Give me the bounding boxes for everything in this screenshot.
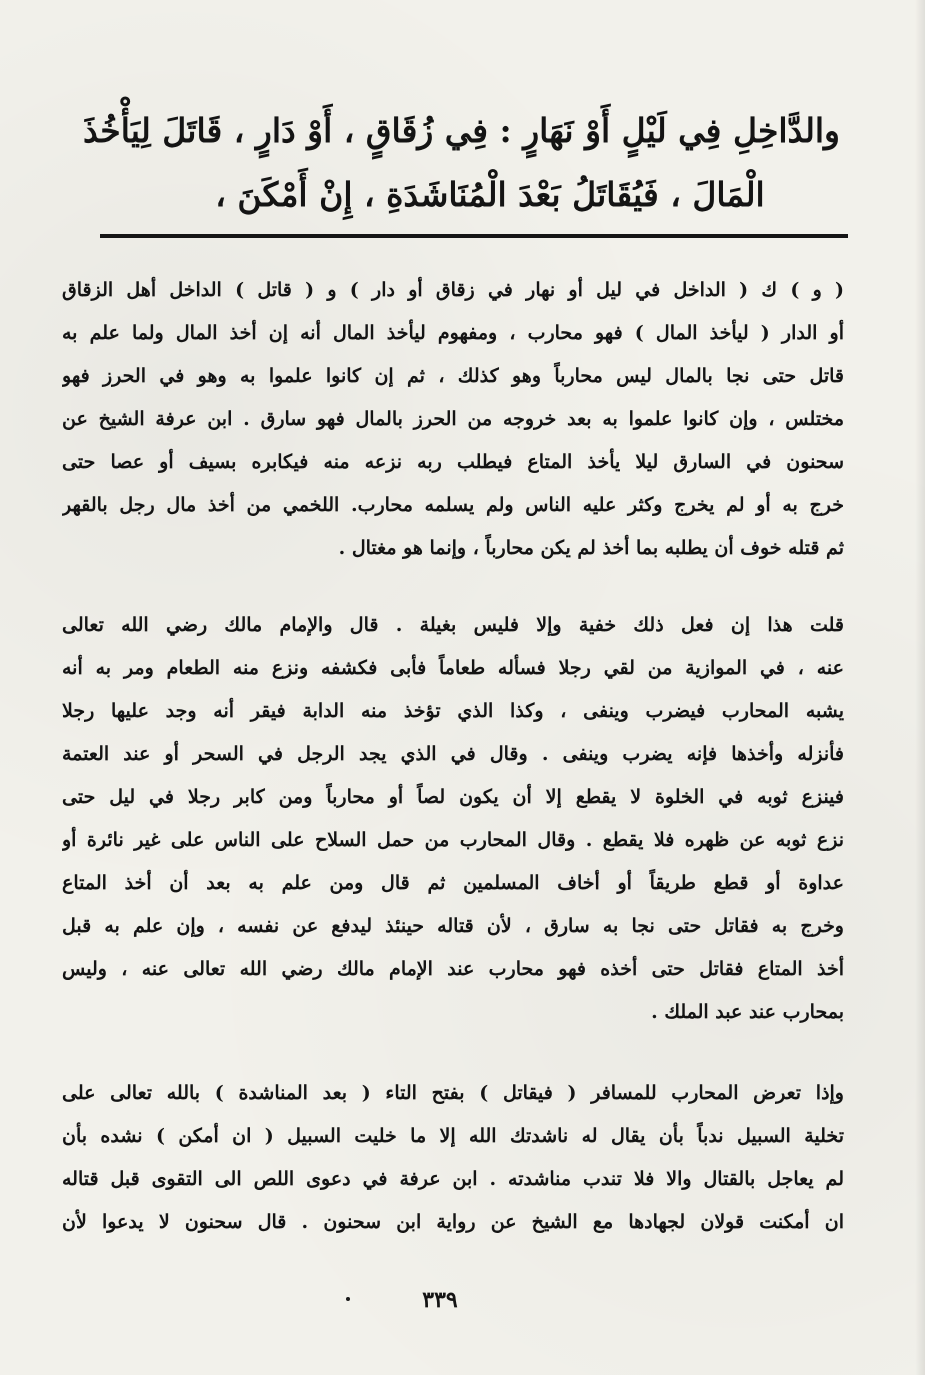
divider-rule: [100, 234, 848, 238]
text-line: أخذ المتاع فقاتل حتى أخذه فهو محارب عند الإمام مالك رضي الله تعالى عنه ، وليس: [62, 958, 844, 980]
text-line: فينزع ثوبه في الخلوة لا يقطع إلا أن يكون لصاً أو محارباً ومن كابر رجلا في ليل حتى: [62, 786, 844, 808]
text-line: عنه ، في الموازية من لقي رجلا فسأله طعاماً فأبى فكشفه ونزع منه الطعام ومر به أنه: [62, 657, 844, 679]
text-line: ( و ) ك ( الداخل في ليل أو نهار في زقاق أو دار ) و ( قاتل ) الداخل أهل الزقاق: [62, 279, 844, 301]
text-line: عداوة أو قطع طريقاً أو أخاف المسلمين ثم قال ومن علم به بعد أن أخذ المتاع: [62, 872, 844, 894]
text-line: نزع ثوبه عن ظهره فلا يقطع . وقال المحارب من حمل السلاح على الناس على غير نائرة أو: [62, 829, 844, 851]
text-line: ثم قتله خوف أن يطلبه بما أخذ لم يكن محارباً ، وإنما هو مغتال .: [338, 537, 844, 559]
text-line: قلت هذا إن فعل ذلك خفية وإلا فليس بغيلة . قال والإمام مالك رضي الله تعالى: [62, 614, 844, 636]
page-dot-mark: [346, 1297, 350, 1301]
text-line: لم يعاجل بالقتال والا فلا تندب مناشدته . ابن عرفة في دعوى اللص الى التقوى قبل قتاله: [62, 1168, 844, 1190]
text-line: تخلية السبيل ندباً بأن يقال له ناشدتك الله إلا ما خليت السبيل ( ان أمكن ) نشده بأن: [62, 1125, 844, 1147]
matn-line-1: والدَّاخِلِ فِي لَيْلٍ أَوْ نَهَارٍ : فِي زُقَاقٍ ، أَوْ دَارٍ ، قَاتَلَ لِيَأْخُذَ: [82, 111, 840, 150]
text-line: مختلس ، وإن كانوا علموا به بعد خروجه من الحرز بالمال فهو سارق . ابن عرفة الشيخ عن: [62, 408, 844, 430]
text-line: وخرج به فقاتل حتى نجا به سارق ، لأن قتاله حينئذ ليدفع عن نفسه ، وإن علم به قبل: [62, 915, 844, 937]
page-edge-shadow: [915, 0, 925, 1375]
page-number: ٣٣٩: [422, 1287, 458, 1313]
text-line: سحنون في السارق ليلا يأخذ المتاع فيطلب ربه نزعه منه فيكابره بسيف أو عصا حتى: [62, 451, 844, 473]
commentary-paragraph-2: [62, 604, 844, 1034]
text-line: ان أمكنت قولان لجهادها مع الشيخ عن رواية ابن سحنون . قال سحنون لا يدعوا لأن: [62, 1211, 844, 1233]
text-line: خرج به أو لم يخرج وكثر عليه الناس ولم يسلمه محارب. اللخمي من أخذ مال رجل بالقهر: [62, 494, 844, 516]
commentary-paragraph-1: [62, 269, 844, 570]
text-line: بمحارب عند عبد الملك .: [651, 1001, 844, 1023]
commentary-paragraph-3: [62, 1072, 844, 1244]
text-line: فأنزله وأخذها فإنه يضرب وينفى . وقال في الذي يجد الرجل في السحر أو عند العتمة: [62, 743, 844, 765]
text-line: قاتل حتى نجا بالمال ليس محارباً وهو كذلك ، ثم إن كانوا علموا به وهو في الحرز فهو: [62, 365, 844, 387]
matn-line-2: الْمَالَ ، فَيُقَاتَلُ بَعْدَ الْمُنَاشَدَةِ ، إِنْ أَمْكَنَ ،: [215, 175, 765, 214]
text-line: أو الدار ( ليأخذ المال ) فهو محارب ، ومفهوم ليأخذ المال أنه إن أخذ المال ولما علم به: [62, 322, 844, 344]
text-line: يشبه المحارب فيضرب وينفى ، وكذا الذي تؤخذ منه الدابة فيقر أنه وجد عليها رجلا: [62, 700, 844, 722]
text-line: وإذا تعرض المحارب للمسافر ( فيقاتل ) بفتح التاء ( بعد المناشدة ) بالله تعالى على: [62, 1082, 844, 1104]
